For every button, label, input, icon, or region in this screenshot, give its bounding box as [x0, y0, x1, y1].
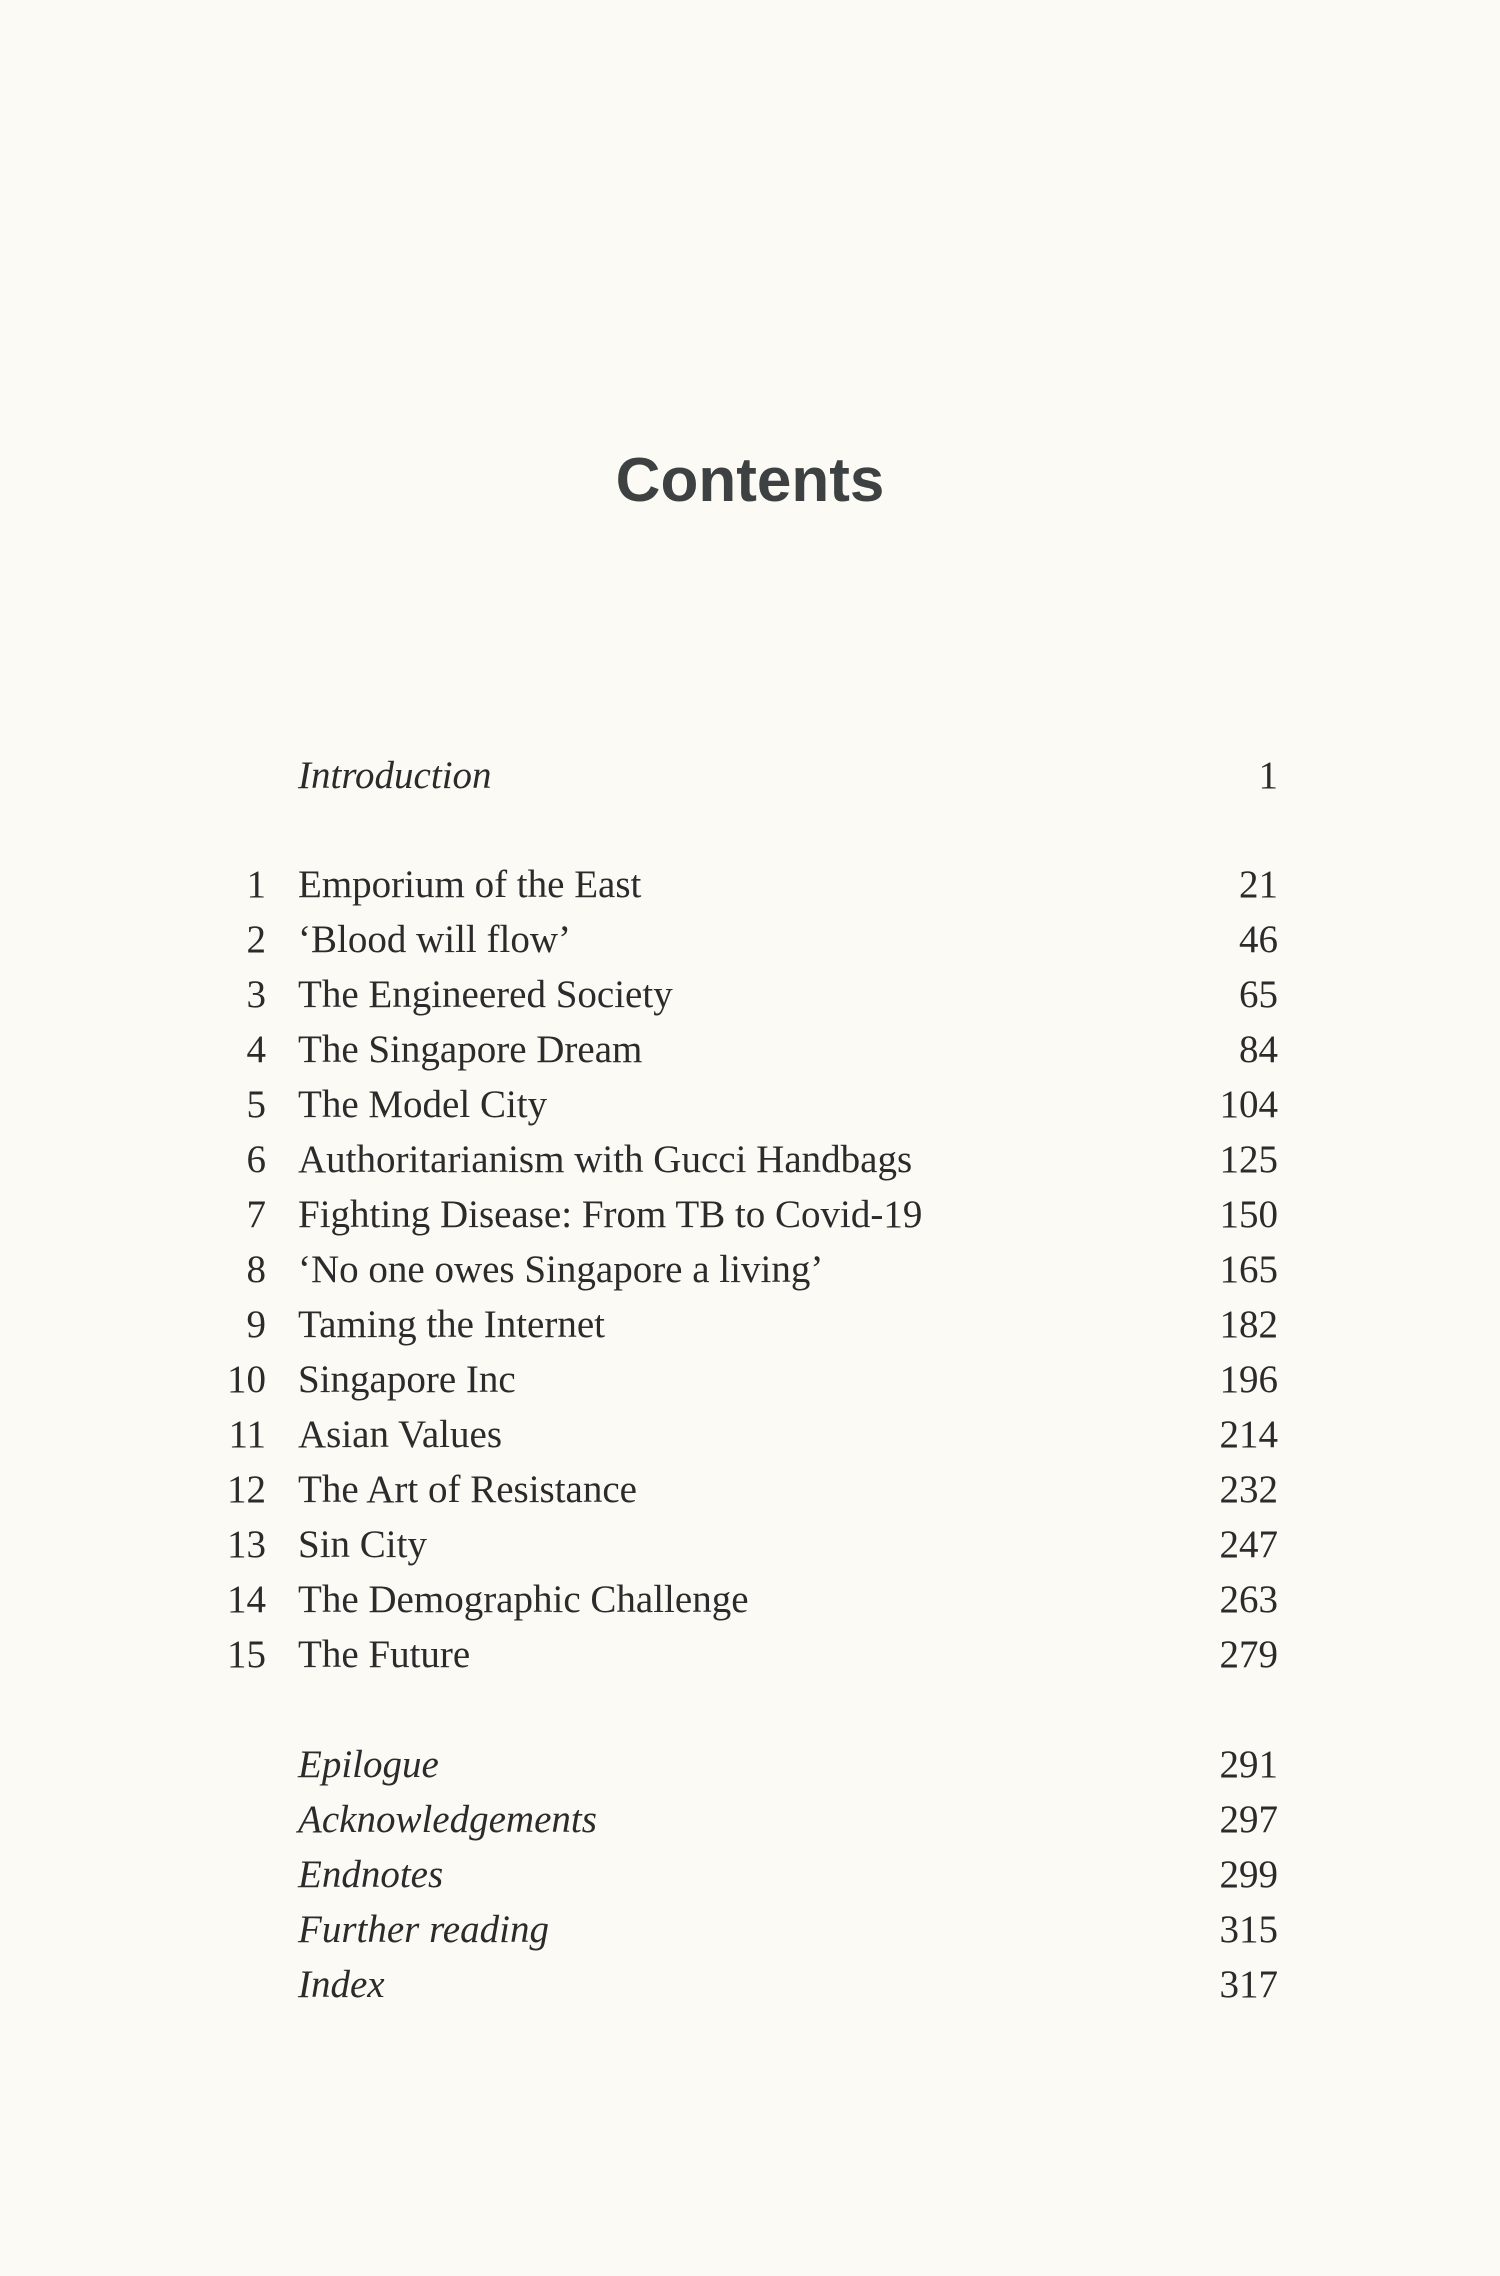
toc-entry-label: The Singapore Dream: [298, 1028, 643, 1071]
toc-entry-label: Fighting Disease: From TB to Covid-19: [298, 1193, 923, 1236]
toc-entry-page: 297: [1219, 1798, 1278, 1841]
chapter-number: 6: [246, 1138, 266, 1181]
chapter-number: 12: [227, 1468, 266, 1511]
chapter-number: 10: [227, 1358, 266, 1401]
toc-entry-acknowledgements[interactable]: [0, 1795, 1500, 1845]
toc-entry-label: The Engineered Society: [298, 973, 673, 1016]
toc-entry-label: Introduction: [298, 754, 492, 797]
toc-entry-chapter[interactable]: [0, 860, 1500, 910]
toc-entry-label: Authoritarianism with Gucci Handbags: [298, 1138, 913, 1181]
toc-entry-page: 214: [1219, 1413, 1278, 1456]
toc-entry-index[interactable]: [0, 1960, 1500, 2010]
toc-entry-page: 196: [1219, 1358, 1278, 1401]
page-title: Contents: [615, 446, 885, 515]
toc-entry-label: ‘No one owes Singapore a living’: [298, 1248, 824, 1291]
chapter-number: 4: [246, 1028, 266, 1071]
toc-entry-page: 46: [1239, 918, 1278, 961]
toc-entry-label: Asian Values: [298, 1413, 503, 1456]
toc-entry-page: 299: [1219, 1853, 1278, 1896]
toc-entry-page: 150: [1219, 1193, 1278, 1236]
toc-entry-label: The Model City: [298, 1083, 548, 1126]
toc-entry-further-reading[interactable]: [0, 1905, 1500, 1955]
toc-entry-page: 182: [1219, 1303, 1278, 1346]
toc-entry-chapter[interactable]: [0, 1080, 1500, 1130]
toc-entry-chapter[interactable]: [0, 1465, 1500, 1515]
toc-entry-page: 263: [1219, 1578, 1278, 1621]
toc-entry-label: The Future: [298, 1633, 471, 1676]
chapter-number: 2: [246, 918, 266, 961]
toc-entry-label: Emporium of the East: [298, 863, 642, 906]
chapter-number: 8: [246, 1248, 266, 1291]
toc-entry-chapter[interactable]: [0, 1355, 1500, 1405]
toc-entry-label: ‘Blood will flow’: [298, 918, 571, 961]
toc-entry-chapter[interactable]: [0, 1245, 1500, 1295]
toc-entry-chapter[interactable]: [0, 1135, 1500, 1185]
toc-entry-chapter[interactable]: [0, 1410, 1500, 1460]
toc-entry-page: 104: [1219, 1083, 1278, 1126]
toc-entry-page: 165: [1219, 1248, 1278, 1291]
toc-entry-page: 315: [1219, 1908, 1278, 1951]
toc-entry-label: The Art of Resistance: [298, 1468, 637, 1511]
toc-entry-endnotes[interactable]: [0, 1850, 1500, 1900]
toc-entry-label: Endnotes: [298, 1853, 444, 1896]
chapter-number: 3: [246, 973, 266, 1016]
toc-entry-page: 125: [1219, 1138, 1278, 1181]
toc-entry-page: 247: [1219, 1523, 1278, 1566]
chapter-number: 15: [227, 1633, 266, 1676]
toc-entry-label: The Demographic Challenge: [298, 1578, 749, 1621]
chapter-number: 13: [227, 1523, 266, 1566]
toc-entry-chapter[interactable]: [0, 1630, 1500, 1680]
toc-entry-label: Sin City: [298, 1523, 427, 1566]
toc-entry-label: Further reading: [298, 1908, 549, 1951]
toc-entry-epilogue[interactable]: [0, 1740, 1500, 1790]
toc-entry-page: 279: [1219, 1633, 1278, 1676]
toc-entry-page: 232: [1219, 1468, 1278, 1511]
chapter-number: 11: [228, 1413, 266, 1456]
toc-entry-page: 317: [1219, 1963, 1278, 2006]
toc-entry-label: Taming the Internet: [298, 1303, 605, 1346]
toc-entry-label: Acknowledgements: [298, 1798, 597, 1841]
toc-entry-page: 21: [1239, 863, 1278, 906]
chapter-number: 9: [246, 1303, 266, 1346]
toc-entry-chapter[interactable]: [0, 1190, 1500, 1240]
toc-entry-page: 84: [1239, 1028, 1278, 1071]
toc-entry-label: Index: [298, 1963, 385, 2006]
toc-entry-chapter[interactable]: [0, 1025, 1500, 1075]
toc-entry-chapter[interactable]: [0, 970, 1500, 1020]
toc-entry-page: 291: [1219, 1743, 1278, 1786]
toc-entry-label: Epilogue: [298, 1743, 439, 1786]
toc-entry-chapter[interactable]: [0, 1575, 1500, 1625]
chapter-number: 7: [246, 1193, 266, 1236]
chapter-number: 5: [246, 1083, 266, 1126]
chapter-number: 1: [246, 863, 266, 906]
toc-entry-page: 1: [1258, 754, 1278, 797]
chapter-number: 14: [227, 1578, 266, 1621]
toc-entry-chapter[interactable]: [0, 1520, 1500, 1570]
toc-entry-chapter[interactable]: [0, 915, 1500, 965]
toc-entry-page: 65: [1239, 973, 1278, 1016]
toc-entry-chapter[interactable]: [0, 1300, 1500, 1350]
toc-entry-introduction[interactable]: [0, 751, 1500, 801]
toc-entry-label: Singapore Inc: [298, 1358, 516, 1401]
